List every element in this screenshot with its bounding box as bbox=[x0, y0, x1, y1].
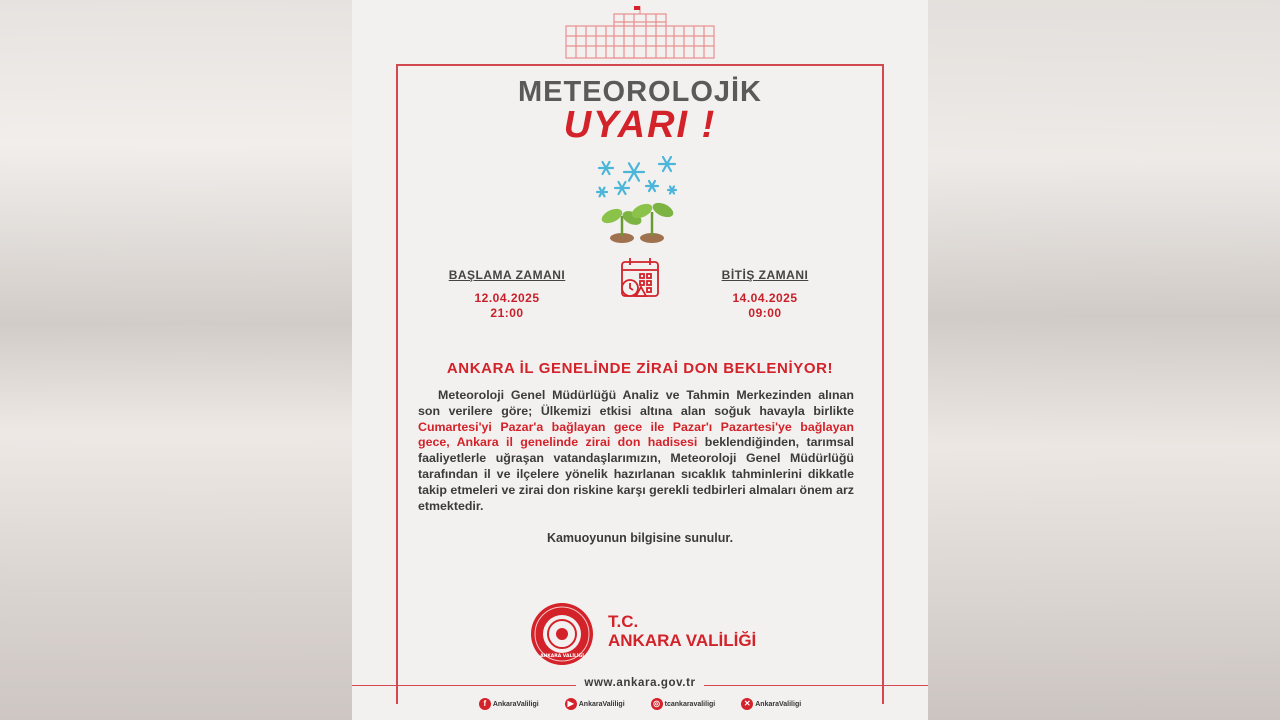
website-link[interactable]: www.ankara.gov.tr bbox=[352, 677, 928, 689]
title-uyari: UYARI ! bbox=[563, 104, 717, 146]
youtube-link[interactable]: ▶ AnkaraValiligi bbox=[565, 698, 625, 710]
title-meteorolojik: METEOROLOJİK bbox=[517, 76, 762, 108]
seal-text: ANKARA VALİLİĞİ bbox=[540, 654, 584, 659]
youtube-icon: ▶ bbox=[565, 698, 577, 710]
instagram-link[interactable]: ◎ tcankaravaliligi bbox=[651, 698, 716, 710]
start-time: 21:00 bbox=[490, 306, 524, 320]
calendar-warning-icon bbox=[618, 256, 662, 300]
governorship-building-icon bbox=[564, 6, 716, 60]
instagram-icon: ◎ bbox=[651, 698, 663, 710]
closing-line: Kamuoyunun bilgisine sunulur. bbox=[546, 531, 734, 545]
org-name: ANKARA VALİLİĞİ bbox=[608, 631, 757, 650]
x-icon: ✕ bbox=[741, 698, 753, 710]
start-date: 12.04.2025 bbox=[474, 291, 540, 305]
frost-plants-icon bbox=[592, 156, 692, 248]
start-time-block bbox=[432, 268, 582, 321]
start-label: BAŞLAMA ZAMANI bbox=[448, 268, 566, 282]
body-part1: Meteoroloji Genel Müdürlüğü Analiz ve Tahmin Merkezinden alınan son verilere göre; Ülkemizi etkisi altına alan soğuk havayla birlikte bbox=[418, 388, 854, 418]
facebook-icon: f bbox=[479, 698, 491, 710]
social-links bbox=[352, 698, 928, 710]
end-time-block bbox=[690, 268, 840, 321]
ankara-governorship-seal-icon bbox=[530, 602, 594, 666]
body-highlight: Cumartesi'yi Pazar'a bağlayan gece ile Pazar'ı Pazartesi'ye bağlayan gece, Ankara il genelinde zirai don hadisesi bbox=[418, 419, 854, 450]
end-label: BİTİŞ ZAMANI bbox=[721, 268, 809, 282]
warning-poster bbox=[352, 0, 928, 720]
org-tc: T.C. bbox=[608, 612, 639, 631]
facebook-link[interactable]: f AnkaraValiligi bbox=[479, 698, 539, 710]
headline: ANKARA İL GENELİNDE ZİRAİ DON BEKLENİYOR! bbox=[446, 360, 834, 377]
end-date: 14.04.2025 bbox=[732, 291, 798, 305]
end-time: 09:00 bbox=[748, 306, 782, 320]
x-link[interactable]: ✕ AnkaraValiligi bbox=[741, 698, 801, 710]
body-part2: beklendiğinden, tarımsal faaliyetlerle uğraşan vatandaşlarımızın, Meteoroloji Genel Müdürlüğü tarafından il ve ilçelere yönelik hazırlanan sıcaklık tahminlerini dikkatle takip etmeleri ve zirai don riskine karşı gerekli tedbirleri almaları önem arz etmektedir. bbox=[418, 435, 854, 513]
announcement-body bbox=[418, 388, 854, 514]
